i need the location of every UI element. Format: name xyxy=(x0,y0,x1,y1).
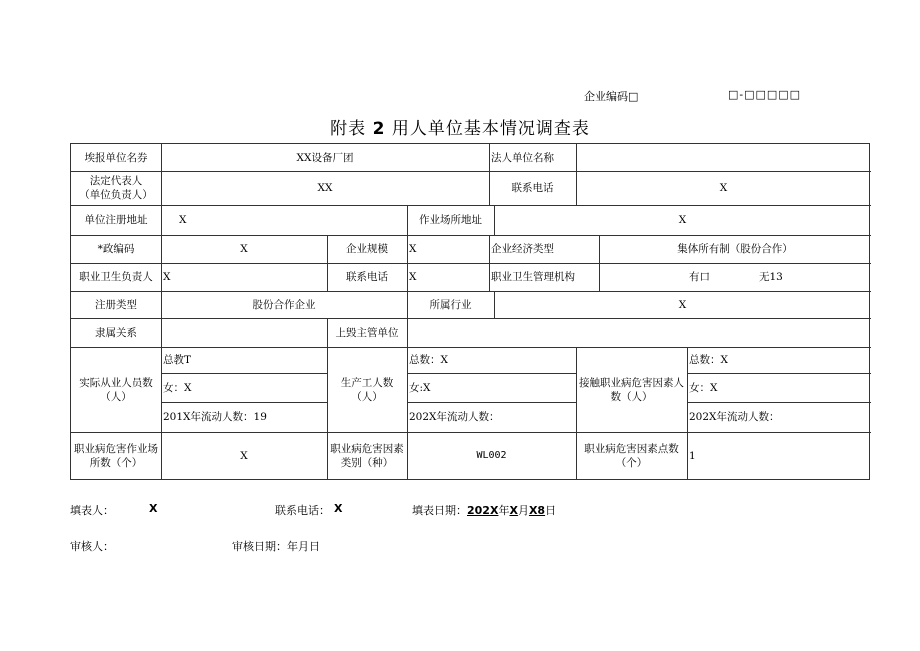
reviewer-label: 审核人： xyxy=(70,540,114,553)
title-suffix: 用人单位基本情况调查表 xyxy=(391,119,590,139)
phone-value: X xyxy=(334,502,343,515)
label-production-workers-line2: （人） xyxy=(351,390,383,403)
label-hazard-points-line2: （个） xyxy=(615,457,648,469)
label-hazard-categories-line1: 职业病危害因素 xyxy=(330,443,404,455)
value-affiliation xyxy=(161,318,327,347)
fill-date-day-unit: 日 xyxy=(545,504,557,517)
exposed-total: 总数：X xyxy=(689,354,728,366)
label-exposed-workers-line2: 数（人） xyxy=(610,390,653,403)
review-date-label: 审核日期：年月日 xyxy=(232,540,320,553)
workers-flow: 202X年流动人数： xyxy=(409,411,500,423)
value-registration-type: 股份合作企业 xyxy=(252,298,316,311)
value-hazard-categories: WL002 xyxy=(476,450,507,461)
value-health-agency-yes: 有口 xyxy=(689,271,710,283)
label-legal-representative-line1: 法定代表人 xyxy=(89,175,143,187)
label-production-workers-line1: 生产工人数 xyxy=(340,376,394,389)
value-reporting-unit: XX设备厂团 xyxy=(296,151,354,164)
label-affiliation: 隶属关系 xyxy=(95,326,137,339)
label-hazard-workplaces-line2: 所数（个） xyxy=(89,457,143,469)
workers-female: 女:X xyxy=(409,381,431,394)
exposed-female: 女：X xyxy=(689,381,718,394)
fill-date-day: X8 xyxy=(528,504,546,517)
exposed-flow: 202X年流动人数： xyxy=(689,411,780,423)
label-legal-unit: 法人单位名称 xyxy=(491,151,554,164)
employees-flow: 201X年流动人数：19 xyxy=(163,411,267,423)
label-health-agency: 职业卫生管理机构 xyxy=(491,271,575,283)
value-postal-code: X xyxy=(240,243,248,255)
fill-date xyxy=(412,502,556,518)
label-workplace-address: 作业场所地址 xyxy=(419,214,482,226)
employees-female: 女：X xyxy=(163,381,192,394)
title-number: 2 xyxy=(372,119,386,139)
label-postal-code: *政编码 xyxy=(97,243,135,255)
label-hazard-workplaces-line1: 职业病危害作业场 xyxy=(74,443,158,455)
label-registered-address: 单位注册地址 xyxy=(84,214,148,226)
employees-total: 总教T xyxy=(163,354,192,366)
label-production-workers xyxy=(327,347,407,432)
label-legal-representative-line2: （单位负责人） xyxy=(79,189,153,201)
label-actual-employees-line1: 实际从业人员数 xyxy=(79,376,153,389)
value-contact-phone: X xyxy=(719,182,728,194)
fill-date-year: 202X xyxy=(467,504,499,517)
filler-value: X xyxy=(149,502,158,515)
label-health-officer: 职业卫生负责人 xyxy=(79,271,153,283)
survey-table xyxy=(70,143,870,480)
value-economic-type: 集体所有制（股份合作） xyxy=(677,243,793,255)
value-hazard-points: 1 xyxy=(689,450,696,462)
label-reporting-unit: 埃报单位名券 xyxy=(84,151,148,164)
value-health-agency-no: 无13 xyxy=(759,271,783,283)
label-actual-employees xyxy=(71,347,161,432)
label-hazard-categories xyxy=(327,432,407,480)
enterprise-code-value: □-□□□□□ xyxy=(728,88,802,101)
label-actual-employees-line2: （人） xyxy=(100,390,132,403)
value-workplace-address: X xyxy=(678,214,687,226)
label-economic-type: 企业经济类型 xyxy=(491,243,554,255)
value-legal-unit xyxy=(576,144,871,171)
value-industry: X xyxy=(678,298,687,311)
filler-label: 填表人： xyxy=(70,504,114,517)
fill-date-month-unit: 月 xyxy=(517,504,529,517)
label-legal-representative xyxy=(71,171,161,205)
value-health-officer: X xyxy=(163,271,171,283)
label-hazard-workplaces xyxy=(71,432,161,480)
value-registered-address: X xyxy=(179,214,187,226)
value-hazard-workplaces: X xyxy=(240,450,248,462)
value-supervisor xyxy=(407,318,871,347)
fill-date-label: 填表日期： xyxy=(412,504,467,517)
value-enterprise-scale: X xyxy=(409,243,417,255)
label-officer-phone: 联系电话 xyxy=(346,271,388,283)
label-supervisor: 上毁主管单位 xyxy=(335,326,399,339)
label-exposed-workers-line1: 接触职业病危害因素人 xyxy=(579,376,684,389)
title-prefix: 附表 xyxy=(330,119,367,139)
label-enterprise-scale: 企业规模 xyxy=(346,243,388,255)
label-hazard-points xyxy=(576,432,687,480)
phone-label: 联系电话： xyxy=(275,504,330,517)
label-hazard-categories-line2: 类别（种） xyxy=(340,457,394,469)
fill-date-month: X xyxy=(509,504,518,517)
fill-date-year-unit: 年 xyxy=(498,504,510,517)
label-contact-phone: 联系电话 xyxy=(511,182,554,194)
label-registration-type: 注册类型 xyxy=(95,298,137,311)
value-legal-representative: XX xyxy=(317,182,333,194)
form-title xyxy=(0,114,920,139)
value-officer-phone: X xyxy=(409,271,417,283)
label-industry: 所属行业 xyxy=(429,298,472,311)
enterprise-code-label: 企业编码□ xyxy=(584,90,639,103)
label-hazard-points-line1: 职业病危害因素点数 xyxy=(584,443,679,455)
workers-total: 总数：X xyxy=(409,354,448,366)
label-exposed-workers xyxy=(576,347,687,432)
